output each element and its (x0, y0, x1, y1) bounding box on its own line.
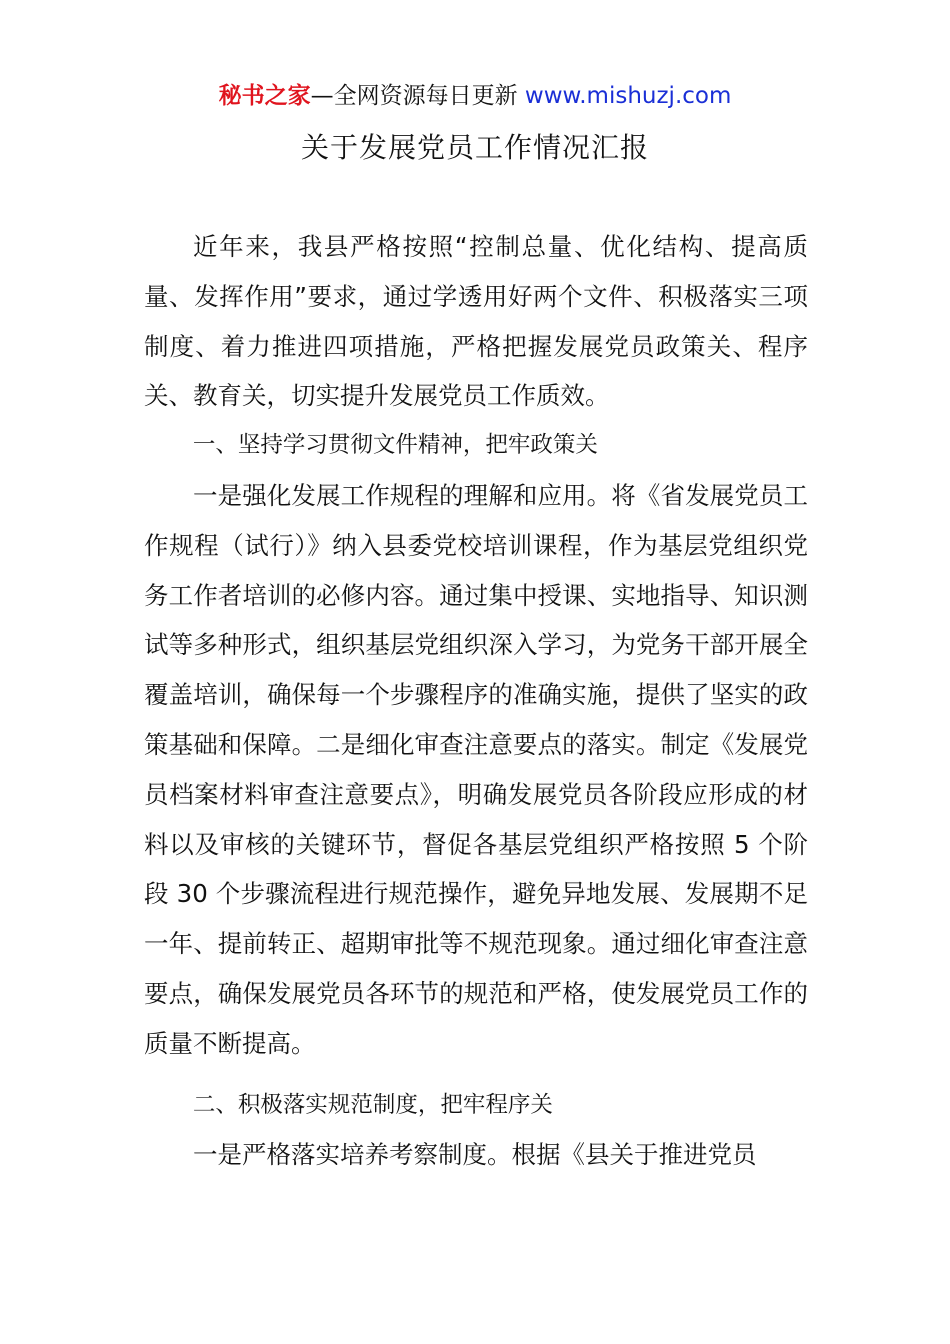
intro-paragraph: 近年来，我县严格按照“控制总量、优化结构、提高质量、发挥作用”要求，通过学透用好两个文件、积极落实三项制度、着力推进四项措施，严格把握发展党员政策关、程序关、教育关，切实提升发展党员工作质效。 (144, 232, 808, 411)
section-2-paragraph: 一是严格落实培养考察制度。根据《县关于推进党员 (193, 1140, 757, 1170)
section-1-paragraph: 一是强化发展工作规程的理解和应用。将《省发展党员工作规程（试行）》纳入县委党校培训课程，作为基层党组织党务工作者培训的必修内容。通过集中授课、实地指导、知识测试等多种形式，组织基层党组织深入学习，为党务干部开展全覆盖培训，确保每一个步骤程序的准确实施，提供了坚实的政策基础和保障。二是细化审查注意要点的落实。制定《发展党员档案材料审查注意要点》，明确发展党员各阶段应形成的材料以及审核的关键环节，督促各基层党组织严格按照 5 个阶段 30 个步骤流程进行规范操作，避免异地发展、发展期不足一年、提前转正、超期审批等不规范现象。通过细化审查注意要点，确保发展党员各环节的规范和严格，使发展党员工作的质量不断提高。 (144, 480, 808, 1058)
site-header (0, 80, 950, 112)
section-heading-2: 二、积极落实规范制度，把牢程序关 (192, 1091, 553, 1118)
section-heading-1: 一、坚持学习贯彻文件精神，把牢政策关 (192, 432, 598, 459)
site-tagline: —全网资源每日更新 (310, 83, 518, 109)
site-brand: 秘书之家 (218, 83, 311, 109)
document-title: 关于发展党员工作情况汇报 (300, 131, 649, 164)
site-url[interactable]: www.mishuzj.com (524, 83, 732, 109)
document-body (144, 222, 808, 1180)
